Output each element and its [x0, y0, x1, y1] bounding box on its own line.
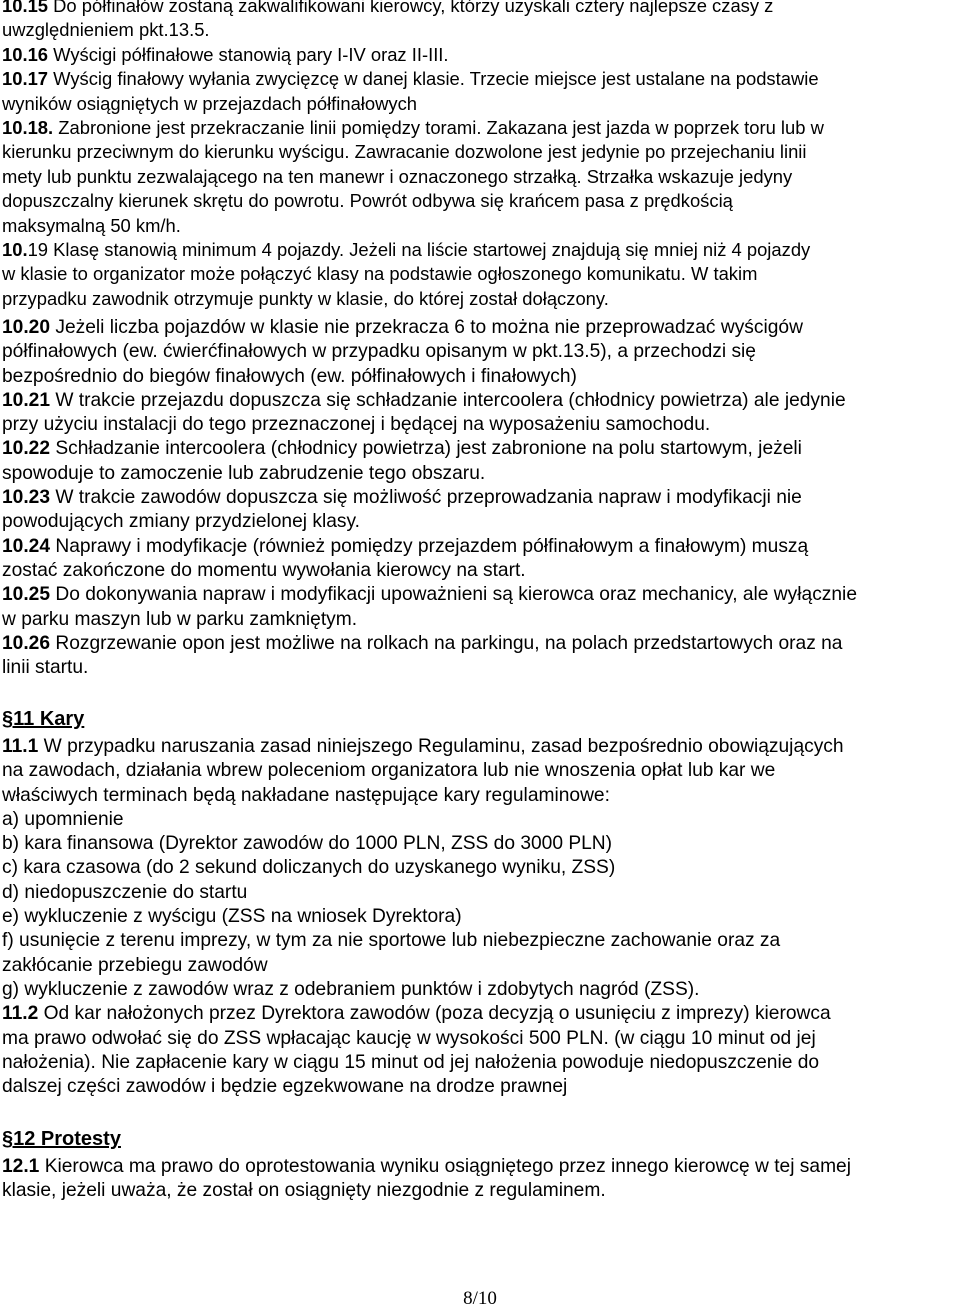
clause-text: uwzględnieniem pkt.13.5. [2, 19, 210, 41]
text-line [2, 486, 952, 510]
text-line [2, 365, 952, 389]
text-line [2, 389, 952, 413]
text-line [2, 262, 952, 286]
clause-text: dopuszczalny kierunek skrętu do powrotu. Powrót odbywa się krańcem pasa z prędkością [2, 190, 733, 212]
text-line [2, 954, 952, 978]
section-11-penalties [2, 735, 952, 1099]
clause-number: 10. [2, 239, 28, 261]
clause-text: dalszej części zawodów i będzie egzekwowane na drodze prawnej [2, 1076, 568, 1098]
clause-text: kierunku przeciwnym do kierunku wyścigu. Zawracanie dozwolone jest jedynie po przejechaniu linii [2, 141, 807, 163]
clause-text: W przypadku naruszania zasad niniejszego Regulaminu, zasad bezpośrednio obowiązujących [38, 736, 844, 757]
clause-number: 10.25 [2, 584, 51, 606]
text-line [2, 929, 952, 953]
clause-text: przy użyciu instalacji do tego przeznaczonej i będącej na wyposażeniu samochodu. [2, 414, 711, 436]
section-heading-protesty: §12 Protesty [2, 1128, 121, 1150]
clause-text: nałożenia). Nie zapłacenie kary w ciągu 15 minut od jej nałożenia powoduje niedopuszczenie do [2, 1051, 820, 1073]
section-heading-kary: §11 Kary [2, 708, 85, 730]
text-line [2, 0, 952, 18]
text-line [2, 510, 952, 534]
text-line [2, 881, 952, 905]
clause-number: 10.21 [2, 389, 51, 411]
text-line [2, 340, 952, 364]
clause-text: Wyścig finałowy wyłania zwycięzcę w danej klasie. Trzecie miejsce jest ustalane na podstawie [48, 68, 819, 90]
clause-text: 19 Klasę stanowią minimum 4 pojazdy. Jeżeli na liście startowej znajdują się mniej niż 4 pojazdy [27, 239, 811, 261]
clause-text: Jeżeli liczba pojazdów w klasie nie przekracza 6 to można nie przeprowadzać wyścigów [50, 317, 803, 338]
clause-number: 10.15 [2, 0, 49, 16]
text-line [2, 1051, 952, 1075]
clause-text: właściwych terminach będą nakładane następujące kary regulaminowe: [2, 784, 610, 806]
clause-text: Rozgrzewanie opon jest możliwe na rolkach na parkingu, na polach przedstartowych oraz na [50, 632, 843, 654]
clause-text: Do półfinałów zostaną zakwalifikowani kierowcy, którzy uzyskali cztery najlepsze czasy z [48, 0, 774, 16]
clause-text: e) wykluczenie z wyścigu (ZSS na wniosek Dyrektora) [2, 906, 462, 928]
section-12-heading-wrap [2, 1128, 952, 1151]
text-line [2, 784, 952, 808]
clause-text: f) usunięcie z terenu imprezy, w tym za nie sportowe lub niebezpieczne zachowanie oraz za [2, 930, 781, 952]
clause-text: Zabronione jest przekraczanie linii pomiędzy torami. Zakazana jest jazda w poprzek toru lub w [53, 117, 824, 139]
text-line [2, 535, 952, 559]
clause-number: 10.24 [2, 535, 51, 557]
section-10-rules-part1 [2, 0, 952, 311]
clause-text: Do dokonywania napraw i modyfikacji upoważnieni są kierowca oraz mechanicy, ale wyłącznie [50, 584, 857, 606]
section-11-heading-wrap [2, 708, 952, 731]
clause-text: ma prawo odwołać się do ZSS wpłacając kaucję w wysokości 500 PLN. (w ciągu 10 minut od jej [2, 1027, 816, 1049]
text-line [2, 856, 952, 880]
text-line [2, 1155, 952, 1179]
clause-text: Od kar nałożonych przez Dyrektora zawodów (poza decyzją o usunięciu z imprezy) kierowca [38, 1003, 831, 1025]
text-line [2, 632, 952, 656]
clause-text: g) wykluczenie z zawodów wraz z odebraniem punktów i zdobytych nagród (ZSS). [2, 978, 700, 1000]
text-line [2, 437, 952, 461]
clause-number: 10.23 [2, 487, 51, 509]
text-line [2, 116, 952, 140]
text-line [2, 140, 952, 164]
clause-text: linii startu. [2, 657, 89, 679]
clause-text: W trakcie przejazdu dopuszcza się schładzanie intercoolera (chłodnicy powietrza) ale jedynie [50, 389, 846, 411]
section-10-rules-part2 [2, 316, 952, 680]
text-line [2, 67, 952, 91]
clause-text: Naprawy i modyfikacje (również pomiędzy przejazdem półfinałowym a finałowym) muszą [50, 535, 809, 557]
text-line [2, 1027, 952, 1051]
text-line [2, 559, 952, 583]
text-line [2, 1002, 952, 1026]
text-line [2, 735, 952, 759]
clause-text: zakłócanie przebiegu zawodów [2, 954, 268, 976]
text-line [2, 287, 952, 311]
clause-text: d) niedopuszczenie do startu [2, 881, 248, 903]
clause-text: mety lub punktu zezwalającego na ten manewr i oznaczonego strzałką. Strzałka wskazuje jedyny [2, 165, 793, 187]
clause-number: 10.20 [2, 317, 51, 338]
text-line [2, 43, 952, 67]
text-line [2, 413, 952, 437]
clause-number: 11.2 [2, 1003, 39, 1025]
clause-text: przypadku zawodnik otrzymuje punkty w klasie, do której został dołączony. [2, 287, 609, 309]
page-number: 8/10 [463, 1288, 497, 1309]
clause-number: 11.1 [2, 736, 39, 757]
text-line [2, 316, 952, 340]
clause-text: w parku maszyn lub w parku zamkniętym. [2, 608, 358, 630]
clause-number: 10.18. [2, 117, 54, 139]
clause-text: na zawodach, działania wbrew poleceniom organizatora lub nie wnoszenia opłat lub kar we [2, 760, 776, 782]
text-line [2, 189, 952, 213]
text-line [2, 18, 952, 42]
clause-text: maksymalną 50 km/h. [2, 214, 181, 236]
text-line [2, 656, 952, 680]
text-line [2, 462, 952, 486]
text-line [2, 1179, 952, 1203]
clause-text: Kierowca ma prawo do oprotestowania wyniku osiągniętego przez innego kierowcę w tej samej [39, 1156, 851, 1177]
clause-text: a) upomnienie [2, 808, 124, 830]
text-line [2, 759, 952, 783]
text-line [2, 832, 952, 856]
clause-text: Schładzanie intercoolera (chłodnicy powietrza) jest zabronione na polu startowym, jeżeli [50, 438, 802, 460]
text-line [2, 238, 952, 262]
clause-number: 12.1 [2, 1156, 40, 1177]
clause-text: w klasie to organizator może połączyć klasy na podstawie ogłoszonego komunikatu. W takim [2, 263, 758, 285]
clause-text: spowoduje to zamoczenie lub zabrudzenie tego obszaru. [2, 462, 486, 484]
clause-number: 10.22 [2, 438, 51, 460]
clause-text: półfinałowych (ew. ćwierćfinałowych w przypadku opisanym w pkt.13.5), a przechodzi się [2, 341, 756, 363]
clause-text: bezpośrednio do biegów finałowych (ew. półfinałowych i finałowych) [2, 365, 577, 387]
clause-text: powodujących zmiany przydzielonej klasy. [2, 511, 360, 533]
clause-text: klasie, jeżeli uważa, że został on osiągnięty niezgodnie z regulaminem. [2, 1180, 606, 1202]
clause-text: c) kara czasowa (do 2 sekund doliczanych do uzyskanego wyniku, ZSS) [2, 857, 616, 879]
clause-text: b) kara finansowa (Dyrektor zawodów do 1000 PLN, ZSS do 3000 PLN) [2, 833, 613, 855]
text-line [2, 583, 952, 607]
text-line [2, 905, 952, 929]
clause-text: Wyścigi półfinałowe stanowią pary I-IV oraz II-III. [48, 43, 449, 65]
section-12-protests [2, 1155, 952, 1204]
clause-text: zostać zakończone do momentu wywołania kierowcy na start. [2, 559, 526, 581]
text-line [2, 92, 952, 116]
clause-number: 10.16 [2, 43, 49, 65]
text-line [2, 214, 952, 238]
clause-number: 10.17 [2, 68, 49, 90]
text-line [2, 1075, 952, 1099]
text-line [2, 978, 952, 1002]
clause-number: 10.26 [2, 632, 51, 654]
clause-text: wyników osiągniętych w przejazdach półfinałowych [2, 92, 418, 114]
clause-text: W trakcie zawodów dopuszcza się możliwość przeprowadzania napraw i modyfikacji nie [50, 487, 802, 509]
text-line [2, 808, 952, 832]
text-line [2, 608, 952, 632]
text-line [2, 165, 952, 189]
